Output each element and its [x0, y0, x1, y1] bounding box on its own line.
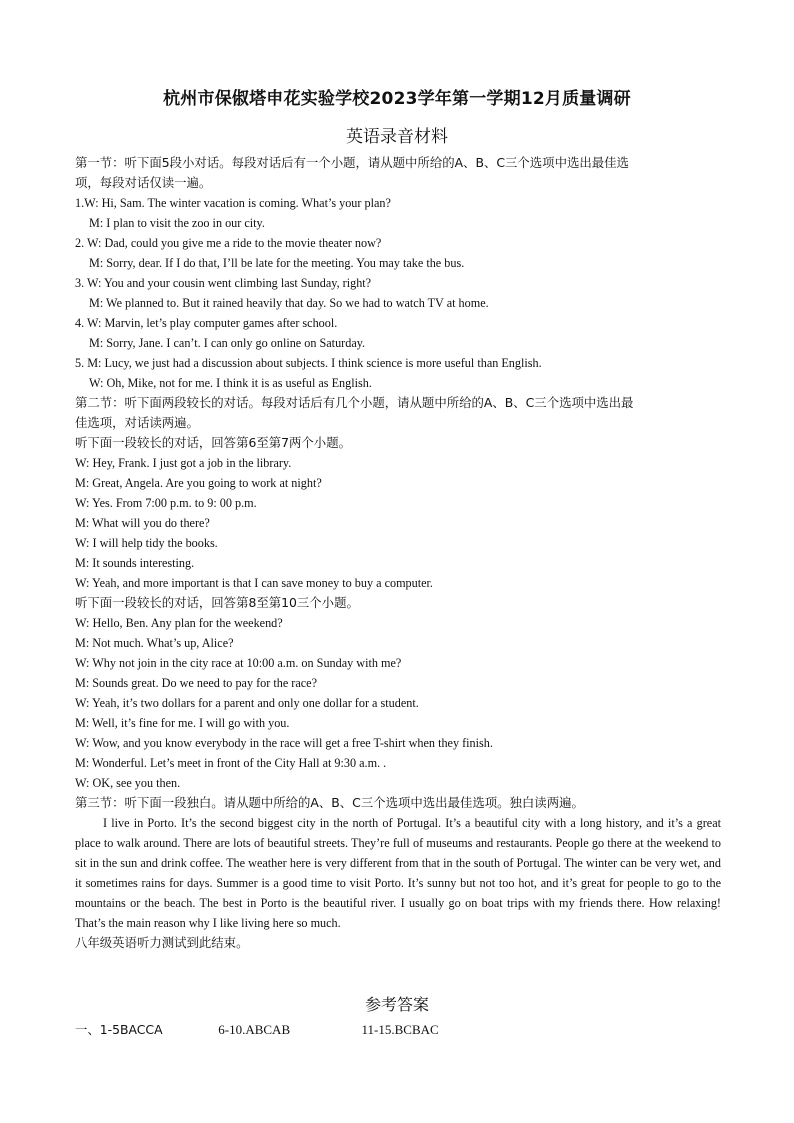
dialog-line: W: Yes. From 7:00 p.m. to 9: 00 p.m. — [75, 496, 257, 510]
section1-instruction-cont: 项，每段对话仅读一遍。 — [75, 175, 212, 190]
dialog2-intro: 听下面一段较长的对话，回答第8至第10三个小题。 — [75, 595, 359, 610]
dialog-line: M: I plan to visit the zoo in our city. — [89, 216, 265, 230]
dialog-line: 4. W: Marvin, let’s play computer games after school. — [75, 316, 338, 330]
section3-instruction: 第三节：听下面一段独白。请从题中所给的A、B、C三个选项中选出最佳选项。独白读两遍。 — [75, 795, 584, 810]
answers-heading: 参考答案 — [364, 995, 429, 1014]
dialog-line: 1.W: Hi, Sam. The winter vacation is coming. What’s your plan? — [75, 196, 391, 210]
ending-note: 八年级英语听力测试到此结束。 — [75, 935, 249, 950]
answers-part2: 6-10.ABCAB — [218, 1022, 291, 1037]
document-title: 杭州市保俶塔申花实验学校2023学年第一学期12月质量调研 — [163, 89, 631, 109]
dialog-line: M: Well, it’s fine for me. I will go with you. — [75, 716, 290, 730]
dialog-line: W: Hello, Ben. Any plan for the weekend? — [75, 616, 283, 630]
dialog-line: M: What will you do there? — [75, 516, 210, 530]
section2-instruction: 第二节：听下面两段较长的对话。每段对话后有几个小题，请从题中所给的A、B、C三个选项中选出最 — [75, 395, 634, 410]
dialog-line: 2. W: Dad, could you give me a ride to the movie theater now? — [75, 236, 382, 250]
dialog-line: W: Why not join in the city race at 10:00 a.m. on Sunday with me? — [75, 656, 402, 670]
dialog-line: M: Not much. What’s up, Alice? — [75, 636, 234, 650]
dialog-line: W: Wow, and you know everybody in the race will get a free T-shirt when they finish. — [75, 736, 493, 750]
dialog-line: W: Hey, Frank. I just got a job in the library. — [75, 456, 292, 470]
dialog-line: M: Sorry, dear. If I do that, I’ll be late for the meeting. You may take the bus. — [89, 256, 465, 270]
dialog-line: 5. M: Lucy, we just had a discussion about subjects. I think science is more useful than English. — [75, 356, 542, 370]
document-body — [75, 153, 721, 953]
dialog-line: W: Yeah, it’s two dollars for a parent and only one dollar for a student. — [75, 696, 419, 710]
dialog-line: M: Great, Angela. Are you going to work at night? — [75, 476, 322, 490]
dialog-line: W: OK, see you then. — [75, 776, 181, 790]
answers-part1: 一、1-5BACCA — [75, 1022, 163, 1037]
section2-instruction-cont: 佳选项，对话读两遍。 — [75, 415, 199, 430]
monologue-paragraph: I live in Porto. It’s the second biggest city in the north of Portugal. It’s a beautiful city with a long history, and it’s a great place to walk around. There are lots of beautiful streets. They’re full of museums and restaurants. People go there at the weekend to sit in the sun and drink coffee. The weather here is very different from that in the south of Portugal. The winter can be very wet, and it sometimes rains for days. Summer is a good time to visit Porto. It’s sunny but not too hot, and it’s great for people to go to the mountains or the beach. The best in Porto is the beautiful river. I usually go on boat trips with my friends there. How relaxing! That’s the main reason why I like living here so much. — [75, 816, 721, 930]
dialog-line: W: Oh, Mike, not for me. I think it is as useful as English. — [89, 376, 372, 390]
answers-row — [75, 1020, 439, 1038]
dialog-line: M: Sounds great. Do we need to pay for the race? — [75, 676, 317, 690]
dialog-line: W: I will help tidy the books. — [75, 536, 218, 550]
dialog-line: M: Wonderful. Let’s meet in front of the City Hall at 9:30 a.m. . — [75, 756, 387, 770]
dialog-line: M: Sorry, Jane. I can’t. I can only go online on Saturday. — [89, 336, 366, 350]
dialog-line: W: Yeah, and more important is that I can save money to buy a computer. — [75, 576, 433, 590]
dialog-line: M: It sounds interesting. — [75, 556, 195, 570]
dialog-line: M: We planned to. But it rained heavily that day. So we had to watch TV at home. — [89, 296, 489, 310]
document-subtitle: 英语录音材料 — [346, 127, 448, 147]
section1-instruction: 第一节：听下面5段小对话。每段对话后有一个小题，请从题中所给的A、B、C三个选项中选出最佳选 — [75, 155, 629, 170]
dialog-line: 3. W: You and your cousin went climbing last Sunday, right? — [75, 276, 372, 290]
dialog1-intro: 听下面一段较长的对话，回答第6至第7两个小题。 — [75, 435, 351, 450]
answers-part3: 11-15.BCBAC — [361, 1022, 439, 1037]
